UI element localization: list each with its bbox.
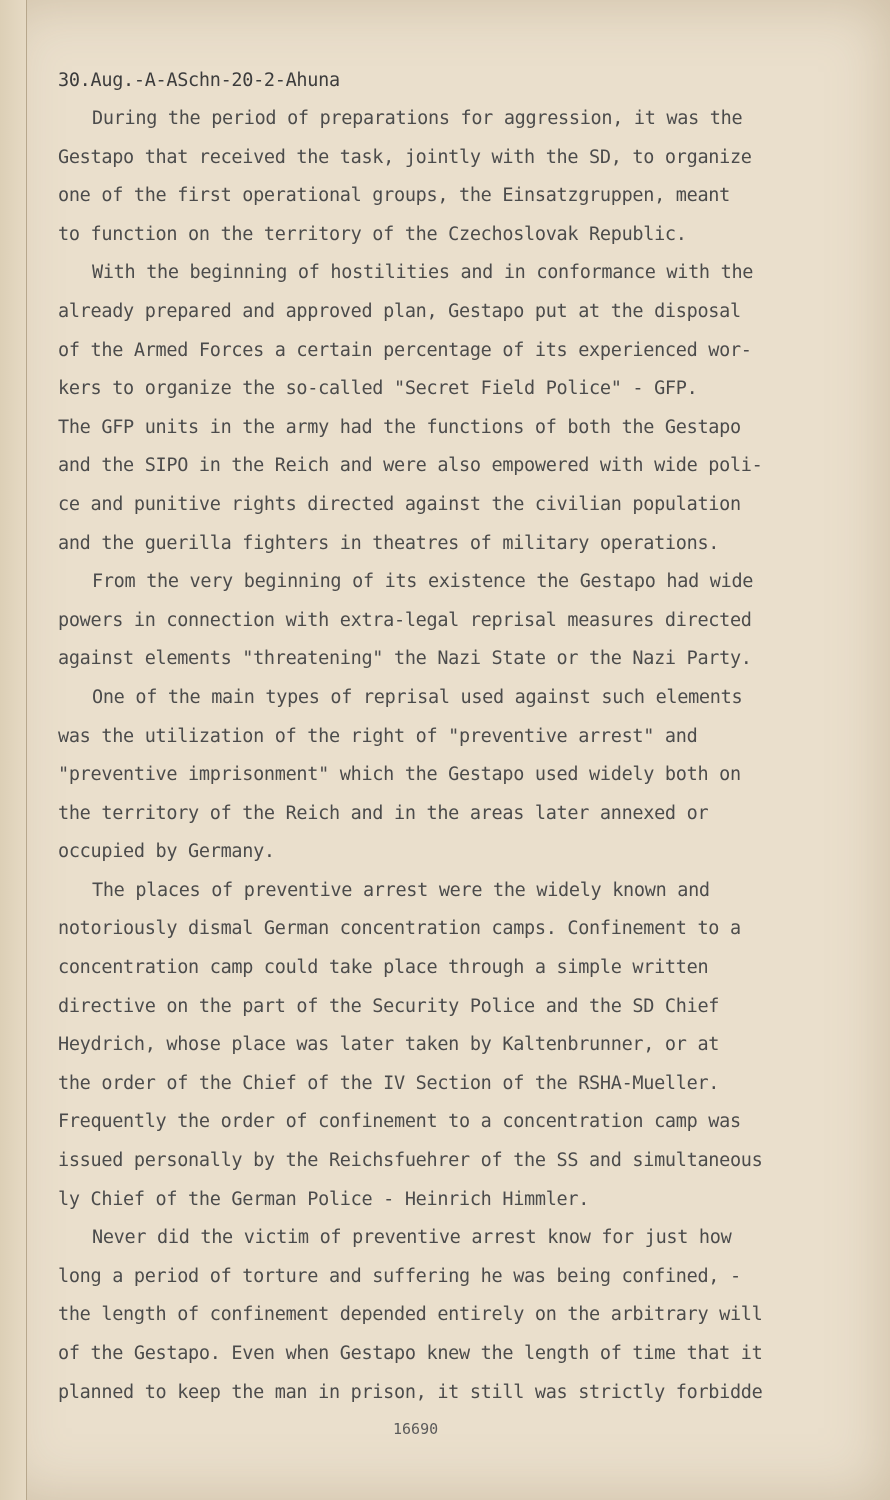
text-line: notoriously dismal German concentration camps. Confinement to a (58, 918, 741, 940)
text-line: The GFP units in the army had the functions of both the Gestapo (58, 416, 741, 438)
text-line: the territory of the Reich and in the areas later annexed or (58, 802, 709, 824)
text-line: issued personally by the Reichsfuehrer of the SS and simultaneous (58, 1150, 763, 1172)
typewritten-text (58, 62, 828, 1412)
text-line: Frequently the order of confinement to a concentration camp was (58, 1111, 741, 1133)
text-line: concentration camp could take place through a simple written (58, 957, 709, 979)
text-line: and the SIPO in the Reich and were also empowered with wide poli- (58, 455, 763, 477)
text-line: occupied by Germany. (58, 841, 275, 863)
text-line: During the period of preparations for aggression, it was the (92, 108, 743, 129)
text-line: the length of confinement depended entirely on the arbitrary will (58, 1304, 763, 1326)
text-line: The places of preventive arrest were the widely known and (92, 879, 710, 901)
text-line: of the Armed Forces a certain percentage of its experienced wor- (58, 339, 752, 361)
text-line: One of the main types of reprisal used against such elements (92, 686, 743, 708)
text-line: directive on the part of the Security Police and the SD Chief (58, 995, 720, 1017)
text-line: one of the first operational groups, the Einsatzgruppen, meant (58, 185, 730, 207)
text-line: With the beginning of hostilities and in conformance with the (92, 262, 754, 284)
text-line: Gestapo that received the task, jointly with the SD, to organize (58, 146, 752, 168)
paragraph-4 (58, 679, 828, 872)
paragraph-1 (58, 100, 828, 254)
text-line: ly Chief of the German Police - Heinrich Himmler. (58, 1188, 590, 1210)
text-line: Heydrich, whose place was later taken by Kaltenbrunner, or at (58, 1034, 720, 1056)
paragraph-3 (58, 563, 828, 679)
document-header: 30.Aug.-A-ASchn-20-2-Ahuna (58, 70, 340, 91)
text-line: Never did the victim of preventive arrest know for just how (92, 1227, 732, 1249)
text-line: planned to keep the man in prison, it still was strictly forbidde (58, 1381, 763, 1403)
text-line: against elements "threatening" the Nazi State or the Nazi Party. (58, 648, 752, 670)
text-line: From the very beginning of its existence the Gestapo had wide (92, 571, 754, 593)
page-number: 16690 (393, 1420, 439, 1438)
paragraph-5 (58, 872, 828, 1219)
text-line: of the Gestapo. Even when Gestapo knew the length of time that it (58, 1343, 763, 1364)
paragraph-6 (58, 1219, 828, 1412)
paragraph-2 (58, 254, 828, 563)
text-line: long a period of torture and suffering he was being confined, - (58, 1265, 741, 1287)
text-line: already prepared and approved plan, Gestapo put at the disposal (58, 300, 741, 322)
text-line: powers in connection with extra-legal reprisal measures directed (58, 609, 752, 631)
text-line: the order of the Chief of the IV Section of the RSHA-Mueller. (58, 1072, 720, 1094)
text-line: and the guerilla fighters in theatres of military operations. (58, 532, 720, 554)
text-line: "preventive imprisonment" which the Gestapo used widely both on (58, 764, 741, 786)
text-line: to function on the territory of the Czechoslovak Republic. (58, 223, 687, 245)
text-line: kers to organize the so-called "Secret Field Police" - GFP. (58, 378, 698, 400)
text-line: ce and punitive rights directed against the civilian population (58, 493, 741, 515)
text-line: was the utilization of the right of "preventive arrest" and (58, 725, 698, 747)
binding-edge (0, 0, 27, 1500)
